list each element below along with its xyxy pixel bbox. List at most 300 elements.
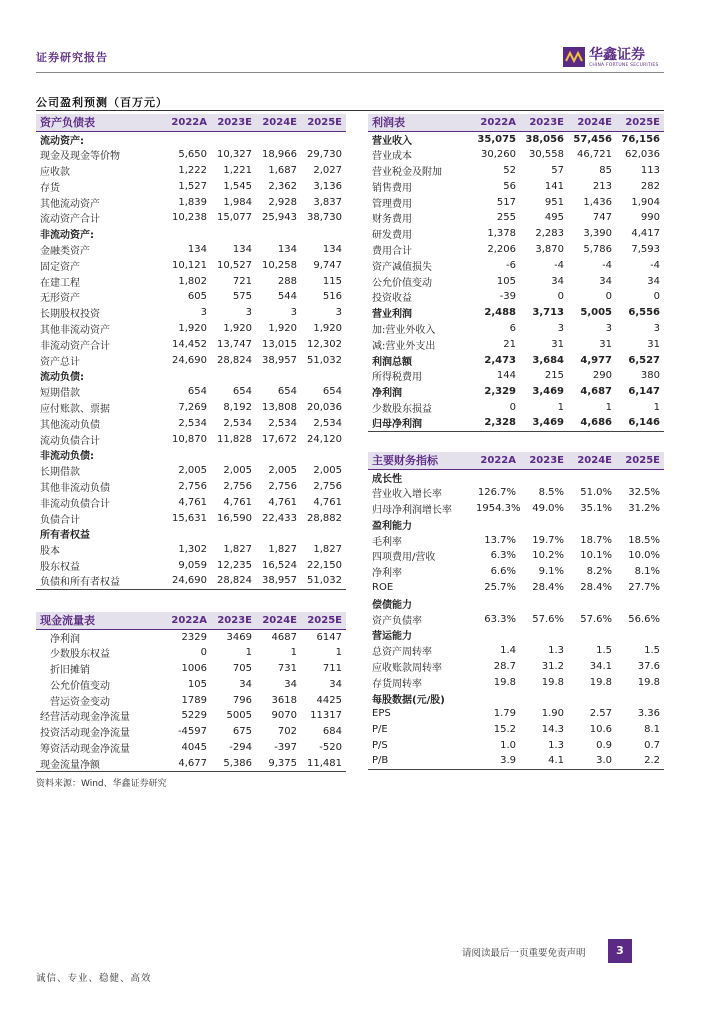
row-value: 34 <box>599 275 612 287</box>
row-value: 22,433 <box>262 512 297 524</box>
row-value: 19.7% <box>532 534 564 546</box>
row-value: 1,920 <box>178 322 207 334</box>
row-value: 18.5% <box>628 534 660 546</box>
key-metrics-title: 主要财务指标 <box>368 452 472 469</box>
row-value: 141 <box>544 180 564 192</box>
row-label: 非流动资产: <box>40 230 94 242</box>
row-label: 管理费用 <box>372 198 412 210</box>
table-row <box>368 163 664 179</box>
row-value: 1,222 <box>178 164 207 176</box>
row-value: 1 <box>245 647 252 659</box>
row-label: 固定资产 <box>40 261 80 273</box>
row-value: 6147 <box>316 631 342 643</box>
row-value: 8.1% <box>634 566 660 578</box>
row-value: 1789 <box>181 694 207 706</box>
row-value <box>211 526 256 542</box>
table-row <box>36 305 346 321</box>
row-value: 0 <box>557 291 564 303</box>
income-statement-table <box>368 114 664 432</box>
row-value: 5229 <box>181 710 207 722</box>
row-value: 4,417 <box>631 228 660 240</box>
row-value: 3 <box>653 322 660 334</box>
table-row <box>36 724 346 740</box>
table-row <box>368 643 664 659</box>
row-label: 营运资金变动 <box>50 696 110 708</box>
row-value: 6,147 <box>628 386 660 398</box>
row-value <box>256 526 301 542</box>
row-label: 应收款 <box>40 166 70 178</box>
year-header: 2024E <box>568 114 616 131</box>
row-value: 2,206 <box>487 243 516 255</box>
row-label: 其他流动资产 <box>40 198 100 210</box>
row-value: 3618 <box>271 694 297 706</box>
row-value: 2,473 <box>484 354 516 366</box>
row-label: 其他非流动负债 <box>40 482 110 494</box>
table-row <box>368 501 664 517</box>
row-value: 0 <box>653 291 660 303</box>
row-value <box>211 226 256 242</box>
row-value: 5,386 <box>211 755 256 771</box>
row-label: 资产减值损失 <box>372 261 432 273</box>
row-value: 2.2 <box>616 753 664 769</box>
row-label: 营业成本 <box>372 151 412 163</box>
row-value: 34 <box>284 678 297 690</box>
row-value: 2,534 <box>223 417 252 429</box>
row-value: -6 <box>506 259 516 271</box>
row-value: 29,730 <box>307 149 342 161</box>
row-value: 2,756 <box>223 480 252 492</box>
row-value: 1,827 <box>268 544 297 556</box>
row-value: 575 <box>232 291 252 303</box>
row-value: 1,545 <box>223 180 252 192</box>
row-label: 非流动负债: <box>40 451 94 463</box>
row-value: 1 <box>335 647 342 659</box>
row-label: 长期借款 <box>40 467 80 479</box>
row-label: 经营活动现金净流量 <box>40 712 130 724</box>
row-value: 1,687 <box>268 164 297 176</box>
row-label: 非流动负债合计 <box>40 498 110 510</box>
row-value: 1.79 <box>493 708 516 720</box>
year-header: 2022A <box>166 114 211 131</box>
row-label: 销售费用 <box>372 182 412 194</box>
brand-logo-icon <box>563 47 585 67</box>
row-value <box>568 469 616 485</box>
row-value: 126.7% <box>477 487 516 499</box>
row-value: 8,192 <box>223 401 252 413</box>
row-label: 每股数据(元/股) <box>372 694 445 706</box>
row-value: 28,882 <box>307 512 342 524</box>
row-value <box>256 226 301 242</box>
table-row <box>368 400 664 416</box>
table-row <box>36 400 346 416</box>
row-value: 15,631 <box>172 512 207 524</box>
year-header: 2024E <box>256 612 301 629</box>
table-row <box>36 321 346 337</box>
table-row <box>36 692 346 708</box>
row-label: 财务费用 <box>372 214 412 226</box>
row-value: 213 <box>592 180 612 192</box>
row-value: 1006 <box>181 662 207 674</box>
row-value: 3,713 <box>532 307 564 319</box>
table-row <box>368 289 664 305</box>
row-label: 流动负债: <box>40 372 84 384</box>
row-value: 721 <box>232 275 252 287</box>
cash-flow-header <box>36 612 346 629</box>
row-value: 3,390 <box>583 228 612 240</box>
row-value: 2.57 <box>589 708 612 720</box>
row-value: 134 <box>322 243 342 255</box>
row-value: 3 <box>557 322 564 334</box>
year-header: 2025E <box>616 452 664 469</box>
row-value: 57.6% <box>580 613 612 625</box>
section-row <box>36 368 346 384</box>
row-value: 1.5 <box>596 645 612 657</box>
row-label: 非流动资产合计 <box>40 340 110 352</box>
row-value: 516 <box>322 291 342 303</box>
row-value: 288 <box>277 275 297 287</box>
row-value: 4687 <box>271 631 297 643</box>
source-note: 资料来源：Wind、华鑫证券研究 <box>36 779 167 789</box>
row-value: 11,828 <box>217 433 252 445</box>
row-label: 在建工程 <box>40 277 80 289</box>
row-value: 35,075 <box>477 133 516 145</box>
row-label: 负债合计 <box>40 514 80 526</box>
row-value: 31 <box>551 338 564 350</box>
row-value: 63.3% <box>484 613 516 625</box>
table-row <box>36 755 346 771</box>
row-label: 金融类资产 <box>40 245 90 257</box>
row-value: 4,977 <box>580 354 612 366</box>
row-value: 1,802 <box>178 275 207 287</box>
row-value: 5,005 <box>580 307 612 319</box>
row-value: 282 <box>640 180 660 192</box>
footer-motto: 诚信、专业、稳健、高效 <box>36 973 152 984</box>
row-value: 4,677 <box>166 755 211 771</box>
row-value: 10,258 <box>262 259 297 271</box>
row-value: 1,920 <box>223 322 252 334</box>
row-value: 380 <box>640 370 660 382</box>
row-label: 减:营业外支出 <box>372 340 436 352</box>
row-label: 股本 <box>40 546 60 558</box>
row-value: 31.2 <box>541 660 564 672</box>
row-value: 1.0 <box>500 739 516 751</box>
row-value: 3.0 <box>568 753 616 769</box>
row-label: 总资产周转率 <box>372 647 432 659</box>
table-row <box>36 510 346 526</box>
year-header: 2025E <box>301 612 346 629</box>
table-row <box>368 415 664 431</box>
row-value: 10.2% <box>532 550 564 562</box>
year-header: 2024E <box>256 114 301 131</box>
table-row <box>368 659 664 675</box>
row-value: 3,469 <box>520 415 568 431</box>
table-row <box>36 463 346 479</box>
row-label: 净利润 <box>372 388 402 400</box>
row-value: -397 <box>274 741 297 753</box>
table-row <box>368 532 664 548</box>
row-value: 9,747 <box>313 259 342 271</box>
table-row <box>368 384 664 400</box>
row-label: 净利润 <box>50 633 80 645</box>
row-value: 7,269 <box>178 401 207 413</box>
header-divider <box>36 72 664 73</box>
row-value <box>211 131 256 147</box>
row-value: 46,721 <box>577 149 612 161</box>
row-value: 13,015 <box>262 338 297 350</box>
row-value: 731 <box>277 662 297 674</box>
section-row <box>36 131 346 147</box>
row-value: 1,920 <box>313 322 342 334</box>
balance-sheet-title: 资产负债表 <box>36 114 166 131</box>
row-label: 营业收入增长率 <box>372 489 442 501</box>
row-value: 27.7% <box>628 581 660 593</box>
page-number: 3 <box>608 939 632 963</box>
row-label: 负债和所有者权益 <box>36 573 166 589</box>
row-value: 2,005 <box>223 465 252 477</box>
row-value: 10.0% <box>628 550 660 562</box>
row-value: 38,730 <box>307 212 342 224</box>
row-value: 5,650 <box>178 149 207 161</box>
row-value: 495 <box>544 212 564 224</box>
table-row <box>368 548 664 564</box>
table-row <box>368 674 664 690</box>
row-value: 6,527 <box>628 354 660 366</box>
row-value: 684 <box>322 726 342 738</box>
row-label: 流动资产合计 <box>40 214 100 226</box>
row-value: 1954.3% <box>476 502 520 514</box>
row-value: 4,761 <box>268 496 297 508</box>
year-header: 2023E <box>520 452 568 469</box>
key-metrics-header <box>368 452 664 469</box>
row-value: 3,837 <box>313 196 342 208</box>
row-value <box>256 447 301 463</box>
row-value: 134 <box>232 243 252 255</box>
table-row <box>368 336 664 352</box>
row-value: 8.1 <box>644 724 660 736</box>
row-value: 3469 <box>226 631 252 643</box>
row-value: 2,005 <box>178 465 207 477</box>
row-value: 5005 <box>226 710 252 722</box>
row-value: 654 <box>322 386 342 398</box>
row-value: 12,302 <box>307 338 342 350</box>
row-value: 31 <box>647 338 660 350</box>
row-label: P/B <box>368 753 472 769</box>
row-value: 32.5% <box>628 487 660 499</box>
row-value: 57 <box>551 164 564 176</box>
row-value: 11317 <box>310 710 342 722</box>
row-value <box>520 627 568 643</box>
row-value: 2,005 <box>268 465 297 477</box>
row-value: 1,904 <box>631 196 660 208</box>
table-row <box>368 753 664 769</box>
row-value: 28,824 <box>211 573 256 589</box>
row-value: 2,005 <box>313 465 342 477</box>
row-value: 38,957 <box>262 354 297 366</box>
row-value: 31.2% <box>628 502 660 514</box>
row-value: 2329 <box>181 631 207 643</box>
row-value: 1,839 <box>178 196 207 208</box>
row-value: 13,808 <box>262 401 297 413</box>
table-row <box>36 336 346 352</box>
row-value <box>301 526 346 542</box>
table-row <box>36 661 346 677</box>
row-value: 1,827 <box>313 544 342 556</box>
row-value: 7,593 <box>631 243 660 255</box>
row-label: 股东权益 <box>40 561 80 573</box>
row-value: 15.2 <box>493 724 516 736</box>
row-value: 3,136 <box>313 180 342 192</box>
row-label: 长期股权投资 <box>40 309 100 321</box>
table-row <box>368 257 664 273</box>
row-value: 3.9 <box>472 753 520 769</box>
row-value: 28,824 <box>217 354 252 366</box>
row-value: 711 <box>322 662 342 674</box>
row-label: 资产负债率 <box>372 615 422 627</box>
row-value: 34 <box>239 678 252 690</box>
table-row <box>36 708 346 724</box>
table-row <box>368 485 664 501</box>
row-value: 28.4% <box>532 581 564 593</box>
row-value: 10.6 <box>589 724 612 736</box>
row-value: 0 <box>605 291 612 303</box>
table-row <box>368 722 664 738</box>
row-label: 无形资产 <box>40 293 80 305</box>
row-value <box>472 690 520 706</box>
report-type-label: 证券研究报告 <box>36 51 108 64</box>
row-label: P/S <box>372 739 388 751</box>
row-value: 0 <box>509 401 516 413</box>
table-row <box>36 676 346 692</box>
row-value <box>301 131 346 147</box>
table-row <box>36 415 346 431</box>
table-row <box>368 226 664 242</box>
table-row <box>36 384 346 400</box>
row-value: 702 <box>277 726 297 738</box>
row-label: 研发费用 <box>372 230 412 242</box>
row-value <box>166 131 211 147</box>
row-value <box>568 516 616 532</box>
table-row <box>368 321 664 337</box>
row-value: -4597 <box>177 726 207 738</box>
row-value: 56 <box>503 180 516 192</box>
row-value: 28.7 <box>493 660 516 672</box>
row-value: 8.5% <box>538 487 564 499</box>
table-row <box>36 163 346 179</box>
table-row <box>368 147 664 163</box>
row-value: 14.3 <box>541 724 564 736</box>
table-row <box>368 611 664 627</box>
row-label: 现金流量净额 <box>36 755 166 771</box>
row-value: 31 <box>599 338 612 350</box>
row-value <box>166 526 211 542</box>
row-label: 营业利润 <box>372 309 412 321</box>
row-value <box>166 368 211 384</box>
row-value: -4 <box>554 259 564 271</box>
row-value: 144 <box>496 370 516 382</box>
row-value: 1 <box>605 401 612 413</box>
row-value: 24,120 <box>307 433 342 445</box>
row-value: 4.1 <box>520 753 568 769</box>
row-value: 16,524 <box>262 559 297 571</box>
row-value: 2,534 <box>178 417 207 429</box>
row-value <box>211 447 256 463</box>
row-value: 1,221 <box>223 164 252 176</box>
cash-flow-table <box>36 612 346 772</box>
row-value: 6.6% <box>490 566 516 578</box>
row-label: 盈利能力 <box>372 520 412 532</box>
section-row <box>368 595 664 611</box>
table-row <box>368 738 664 754</box>
row-value: 3 <box>245 307 252 319</box>
row-label: EPS <box>372 708 391 720</box>
row-value: 0.9 <box>596 739 612 751</box>
row-label: 毛利率 <box>372 536 402 548</box>
row-value: 57.6% <box>532 613 564 625</box>
row-label: 筹资活动现金净流量 <box>40 743 130 755</box>
row-value: 4,761 <box>313 496 342 508</box>
row-value: 3 <box>290 307 297 319</box>
row-value <box>301 368 346 384</box>
row-value: 38,957 <box>256 573 301 589</box>
row-value: 105 <box>187 678 207 690</box>
income-statement-title: 利润表 <box>368 114 472 131</box>
row-label: 存货 <box>40 182 60 194</box>
year-header: 2022A <box>472 114 520 131</box>
table-row <box>36 257 346 273</box>
row-label: 净利率 <box>372 568 402 580</box>
row-value <box>568 627 616 643</box>
table-row <box>36 352 346 368</box>
row-value: 747 <box>592 212 612 224</box>
table-row <box>36 645 346 661</box>
row-value: 115 <box>322 275 342 287</box>
table-row <box>368 305 664 321</box>
row-value: 2,534 <box>268 417 297 429</box>
row-value: 1 <box>653 401 660 413</box>
year-header: 2023E <box>211 114 256 131</box>
table-row <box>36 178 346 194</box>
row-value <box>616 469 664 485</box>
row-label: 公允价值变动 <box>372 277 432 289</box>
row-value: 2,756 <box>268 480 297 492</box>
table-row <box>36 494 346 510</box>
row-value: 2,283 <box>535 228 564 240</box>
row-value: 0 <box>200 647 207 659</box>
row-value: 654 <box>277 386 297 398</box>
key-metrics-table <box>368 452 664 770</box>
section-row <box>36 526 346 542</box>
table-row <box>36 210 346 226</box>
table-row <box>368 131 664 147</box>
row-label: 公允价值变动 <box>50 680 110 692</box>
row-value: 517 <box>496 196 516 208</box>
table-row <box>368 564 664 580</box>
row-value: 25.7% <box>484 581 516 593</box>
brand-name: 华鑫证券 <box>589 47 645 63</box>
row-value: 20,036 <box>307 401 342 413</box>
row-label: 归母净利润 <box>368 415 472 431</box>
row-value: 25,943 <box>262 212 297 224</box>
row-value: 10.1% <box>580 550 612 562</box>
table-row <box>368 194 664 210</box>
row-value: 255 <box>496 212 516 224</box>
row-value: 654 <box>187 386 207 398</box>
row-value: 0.7 <box>644 739 660 751</box>
row-value: 8.2% <box>586 566 612 578</box>
row-value: 605 <box>187 291 207 303</box>
row-label: 营业税金及附加 <box>372 166 442 178</box>
table-row <box>36 629 346 645</box>
